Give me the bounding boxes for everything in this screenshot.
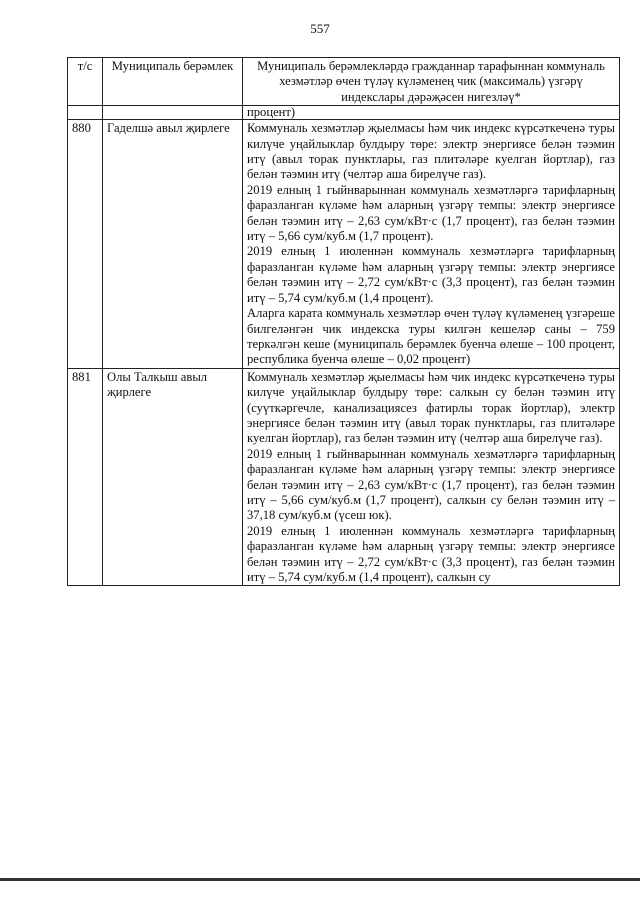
- table-row: [68, 120, 620, 369]
- header-num: т/с: [68, 58, 103, 106]
- table-row: [68, 368, 620, 586]
- paragraph: Коммуналь хезмәтләр җыелмасы һәм чик индекс күрсәткеченә туры килүче уңайлыклар булдыру төре: салкын су белән тәэмин итү (суүткәргечле, канализациясез фатирлы торак йортлар), электр энергиясе белән тәэмин итү (авыл торак пунктлары, газ плитәләре куелган йортлар), газ белән тәэмин итү (челтәр аша бирелүче газ).: [247, 369, 615, 446]
- paragraph: 2019 елның 1 июленнән коммуналь хезмәтләргә тарифларның фаразланган күләме һәм аларның үзгәрү темпы: электр энергиясе белән тәэмин итү – 2,72 сум/кВт·с (3,3 процент), газ белән тәэмин итү – 5,74 сум/куб.м (1,4 процент).: [247, 244, 615, 305]
- page-number: 557: [310, 21, 330, 36]
- municipality-name: Олы Талкыш авыл җирлеге: [103, 368, 243, 586]
- header-description: Муниципаль берәмлекләрдә гражданнар тарафыннан коммуналь хезмәтләр өчен түләү күләменең чик (максималь) үзгәрү индекслары дәрәҗәсен нигезләү*: [243, 58, 620, 106]
- municipality-name: Гаделшә авыл җирлеге: [103, 120, 243, 369]
- row-number: 881: [68, 368, 103, 586]
- paragraph: Коммуналь хезмәтләр җыелмасы һәм чик индекс күрсәткеченә туры килүче уңайлыклар булдыру төре: электр энергиясе белән тәэмин итү (авыл торак пунктлары, газ плитәләре куелган йортлар), газ белән тәэмин итү (челтәр аша бирелүче газ).: [247, 121, 615, 182]
- table-header-row: [68, 58, 620, 106]
- row-number: 880: [68, 120, 103, 369]
- scan-edge-line: [0, 878, 640, 881]
- header-municipality: Муниципаль берәмлек: [103, 58, 243, 106]
- paragraph: 2019 елның 1 июленнән коммуналь хезмәтләргә тарифларның фаразланган күләме һәм аларның үзгәрү темпы: электр энергиясе белән тәэмин итү – 2,72 сум/кВт·с (3,3 процент), газ белән тәэмин итү – 5,74 сум/куб.м (1,4 процент), салкын су: [247, 523, 615, 584]
- paragraph: Аларга карата коммуналь хезмәтләр өчен түләү күләменең үзгәреше билгеләнгән чик индекска туры килгән кешеләр саны – 759 теркәлгән кеше (муниципаль берәмлек буенча өлеше – 100 процент, республика буенча өлеше – 0,02 процент): [247, 306, 615, 367]
- continuation-row: [68, 106, 620, 120]
- row-description: [243, 368, 620, 586]
- continuation-text: процент): [243, 106, 620, 120]
- paragraph: 2019 елның 1 гыйнварыннан коммуналь хезмәтләргә тарифларның фаразланган күләме һәм аларның үзгәрү темпы: электр энергиясе белән тәэмин итү – 2,63 сум/кВт·с (1,7 процент), газ белән тәэмин итү – 5,66 сум/куб.м (1,7 процент).: [247, 182, 615, 244]
- row-description: [243, 120, 620, 369]
- paragraph: 2019 елның 1 гыйнварыннан коммуналь хезмәтләргә тарифларның фаразланган күләме һәм аларның үзгәрү темпы: электр энергиясе белән тәэмин итү – 2,63 сум/кВт·с (1,7 процент), газ белән тәэмин итү – 5,66 сум/куб.м (1,7 процент), салкын су белән тәэмин итү – 37,18 сум/куб.м (үсеш юк).: [247, 446, 615, 523]
- tariff-table: [67, 57, 620, 586]
